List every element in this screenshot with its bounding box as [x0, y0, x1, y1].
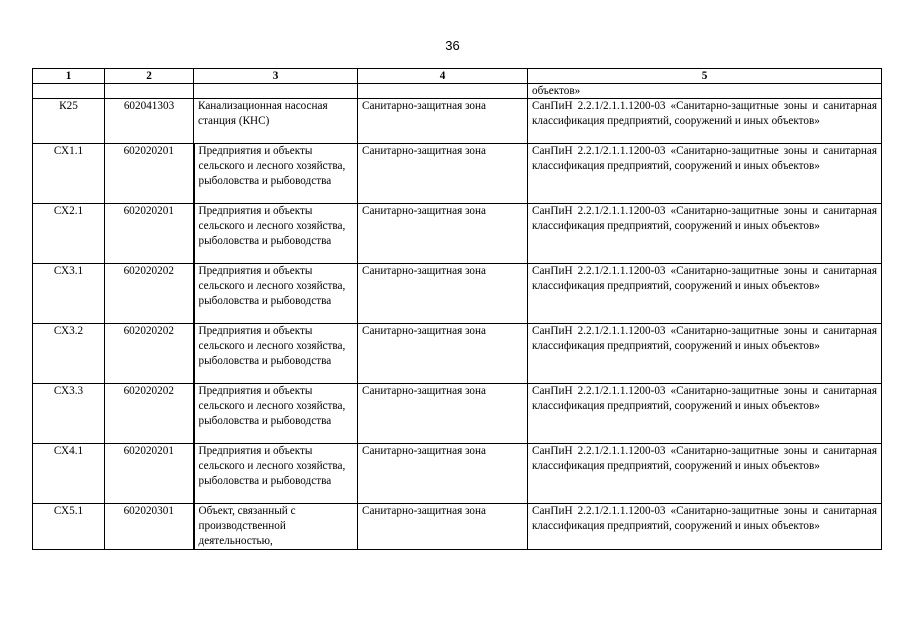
col-header-4: 4 — [358, 69, 528, 84]
cell-code: СХ3.2 — [33, 324, 105, 384]
cell-code: К25 — [33, 99, 105, 144]
page-number: 36 — [445, 38, 460, 53]
cell-basis: СанПиН 2.2.1/2.1.1.1200-03 «Санитарно-защитные зоны и санитарная классификация предприятий, сооружений и иных объектов» — [528, 204, 882, 264]
cell-basis: СанПиН 2.2.1/2.1.1.1200-03 «Санитарно-защитные зоны и санитарная классификация предприятий, сооружений и иных объектов» — [528, 144, 882, 204]
cell-id: 602020202 — [105, 324, 194, 384]
table-row — [33, 444, 882, 504]
cell-name: Предприятия и объекты сельского и лесного хозяйства, рыболовства и рыбоводства — [194, 264, 358, 324]
table-row — [33, 144, 882, 204]
cell-basis: СанПиН 2.2.1/2.1.1.1200-03 «Санитарно-защитные зоны и санитарная классификация предприятий, сооружений и иных объектов» — [528, 384, 882, 444]
cell-zone: Санитарно-защитная зона — [358, 264, 528, 324]
table-row — [33, 99, 882, 144]
cell-code: СХ1.1 — [33, 144, 105, 204]
cell-name: Канализационная насосная станция (КНС) — [194, 99, 358, 144]
cell-basis: СанПиН 2.2.1/2.1.1.1200-03 «Санитарно-защитные зоны и санитарная классификация предприятий, сооружений и иных объектов» — [528, 444, 882, 504]
col-header-5: 5 — [528, 69, 882, 84]
cell-name: Предприятия и объекты сельского и лесного хозяйства, рыболовства и рыбоводства — [194, 144, 358, 204]
table-row — [33, 204, 882, 264]
cell-code: СХ3.3 — [33, 384, 105, 444]
col-header-3: 3 — [194, 69, 358, 84]
cell-basis: СанПиН 2.2.1/2.1.1.1200-03 «Санитарно-защитные зоны и санитарная классификация предприятий, сооружений и иных объектов» — [528, 504, 882, 550]
cell-name: Предприятия и объекты сельского и лесного хозяйства, рыболовства и рыбоводства — [194, 324, 358, 384]
cell-id: 602020201 — [105, 144, 194, 204]
cell-zone: Санитарно-защитная зона — [358, 144, 528, 204]
cell-name: Предприятия и объекты сельского и лесного хозяйства, рыболовства и рыбоводства — [194, 204, 358, 264]
cell-name: Предприятия и объекты сельского и лесного хозяйства, рыболовства и рыбоводства — [194, 384, 358, 444]
table-row — [33, 324, 882, 384]
table-row — [33, 264, 882, 324]
zones-table — [32, 68, 882, 550]
cell-code: СХ3.1 — [33, 264, 105, 324]
cell-empty — [358, 84, 528, 99]
cell-id: 602041303 — [105, 99, 194, 144]
cell-basis: СанПиН 2.2.1/2.1.1.1200-03 «Санитарно-защитные зоны и санитарная классификация предприятий, сооружений и иных объектов» — [528, 99, 882, 144]
cell-id: 602020202 — [105, 384, 194, 444]
cell-code: СХ4.1 — [33, 444, 105, 504]
cell-id: 602020201 — [105, 204, 194, 264]
cell-zone: Санитарно-защитная зона — [358, 99, 528, 144]
cell-name: Объект, связанный с производственной деятельностью, — [194, 504, 358, 550]
cell-zone: Санитарно-защитная зона — [358, 504, 528, 550]
cell-id: 602020201 — [105, 444, 194, 504]
cell-id: 602020202 — [105, 264, 194, 324]
cell-name: Предприятия и объекты сельского и лесного хозяйства, рыболовства и рыбоводства — [194, 444, 358, 504]
col-header-2: 2 — [105, 69, 194, 84]
table-row — [33, 504, 882, 550]
cell-continuation: объектов» — [528, 84, 882, 99]
col-header-1: 1 — [33, 69, 105, 84]
header-row — [33, 69, 882, 84]
cell-empty — [194, 84, 358, 99]
table-row — [33, 384, 882, 444]
cell-empty — [33, 84, 105, 99]
cell-basis: СанПиН 2.2.1/2.1.1.1200-03 «Санитарно-защитные зоны и санитарная классификация предприятий, сооружений и иных объектов» — [528, 264, 882, 324]
cell-zone: Санитарно-защитная зона — [358, 444, 528, 504]
continuation-row — [33, 84, 882, 99]
cell-zone: Санитарно-защитная зона — [358, 204, 528, 264]
cell-code: СХ2.1 — [33, 204, 105, 264]
cell-id: 602020301 — [105, 504, 194, 550]
cell-code: СХ5.1 — [33, 504, 105, 550]
cell-basis: СанПиН 2.2.1/2.1.1.1200-03 «Санитарно-защитные зоны и санитарная классификация предприятий, сооружений и иных объектов» — [528, 324, 882, 384]
cell-zone: Санитарно-защитная зона — [358, 324, 528, 384]
cell-zone: Санитарно-защитная зона — [358, 384, 528, 444]
cell-empty — [105, 84, 194, 99]
